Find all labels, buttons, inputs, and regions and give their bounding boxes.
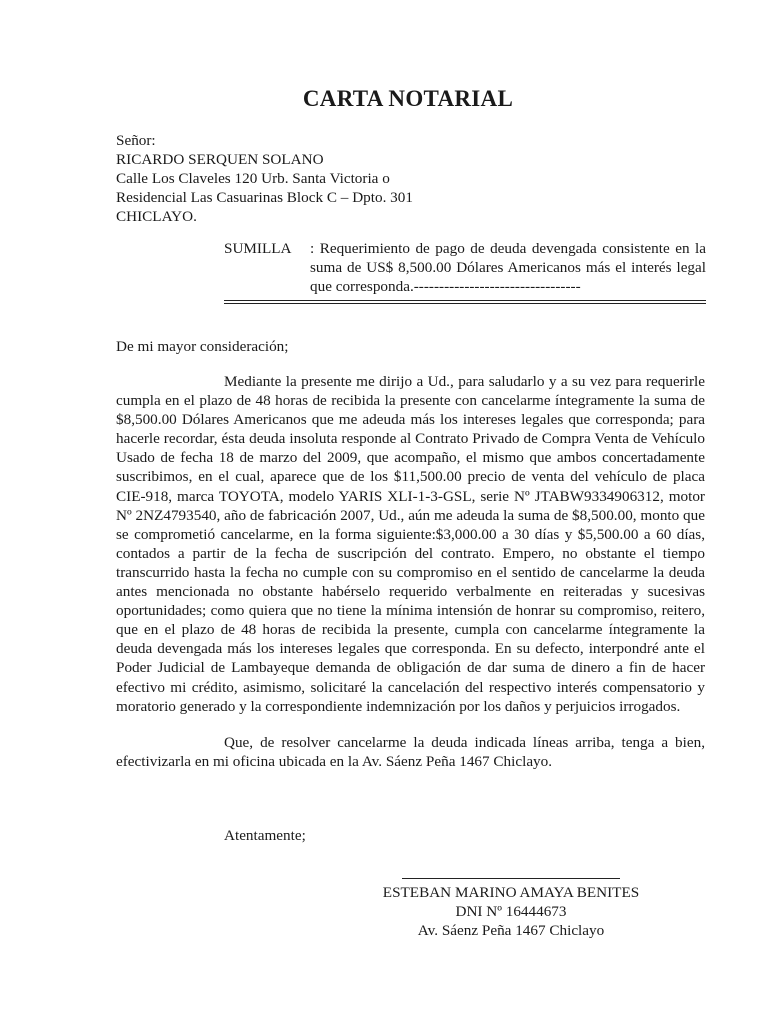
signer-name: ESTEBAN MARINO AMAYA BENITES — [382, 884, 640, 901]
body-paragraph: Mediante la presente me dirijo a Ud., para saludarlo y a su vez para requerirle cumpla en el plazo de 48 horas de recibida la presente con cancelarme íntegramente la suma de $8,500.00 Dólares Americanos que me adeuda más los intereses legales que corresponda; para hacerle recordar, ésta deuda insoluta responde al Contrato Privado de Compra Venta de Vehículo Usado de fecha 18 de marzo del 2009, que acompaño, el mismo que ambos concertadamente suscribimos, en el cual, aparece que de los $11,500.00 precio de venta del vehículo de placa CIE-918, marca TOYOTA, modelo YARIS XLI-1-3-GSL, serie Nº JTABW9334906312, motor Nº 2NZ4793540, año de fabricación 2007, Ud., aún me adeuda la suma de $8,500.00, monto que se comprometió cancelarme, en la forma siguiente:$3,000.00 a 30 días y $5,500.00 a 60 días, contados a partir de la fecha de suscripción del contrato. Empero, no obstante el tiempo transcurrido hasta la fecha no cumple con su compromiso en el sentido de cancelarme la deuda antes mencionada no obstante habérselo requerido verbalmente en reiteradas y sucesivas oportunidades; como quiera que no tiene la mínima intensión de honrar su compromiso, reitero, que en el plazo de 48 horas de recibida la presente, cumpla con cancelarme íntegramente la deuda devengada más los intereses legales que corresponda. En su defecto, interpondré ante el Poder Judicial de Lambayeque demanda de obligación de dar suma de dinero a fin de hacer efectivo mi crédito, asimismo, solicitaré la cancelación del respectivo interés compensatorio y moratorio generado y la correspondiente indemnización por los daños y perjuicios irrogados. — [116, 373, 705, 715]
addressee-block — [116, 131, 413, 226]
addressee-address-line2: Residencial Las Casuarinas Block C – Dpto. 301 — [116, 189, 413, 206]
signer-dni: DNI Nº 16444673 — [455, 903, 567, 920]
sumilla-label: SUMILLA — [224, 240, 292, 257]
signature-block — [350, 878, 672, 940]
addressee-name: RICARDO SERQUEN SOLANO — [116, 151, 324, 168]
sumilla-divider — [224, 303, 706, 304]
closing: Atentamente; — [224, 827, 306, 844]
greeting: De mi mayor consideración; — [116, 338, 289, 355]
signer-address: Av. Sáenz Peña 1467 Chiclayo — [417, 922, 605, 939]
addressee-address-line1: Calle Los Claveles 120 Urb. Santa Victoria o — [116, 170, 390, 187]
addressee-city: CHICLAYO. — [116, 208, 197, 225]
sumilla-divider — [224, 300, 706, 301]
letter-body — [116, 372, 705, 788]
document-title: CARTA NOTARIAL — [302, 86, 514, 111]
sumilla-block — [224, 239, 706, 304]
body-paragraph: Que, de resolver cancelarme la deuda indicada líneas arriba, tenga a bien, efectivizarla en mi oficina ubicada en la Av. Sáenz Peña 1467 Chiclayo. — [116, 733, 705, 770]
sumilla-text: : Requerimiento de pago de deuda devengada consistente en la suma de US$ 8,500.00 Dólares Americanos más el interés legal que corresponda.--------------------------------- — [310, 240, 706, 295]
addressee-salutation: Señor: — [116, 132, 156, 149]
signature-line — [402, 878, 620, 879]
